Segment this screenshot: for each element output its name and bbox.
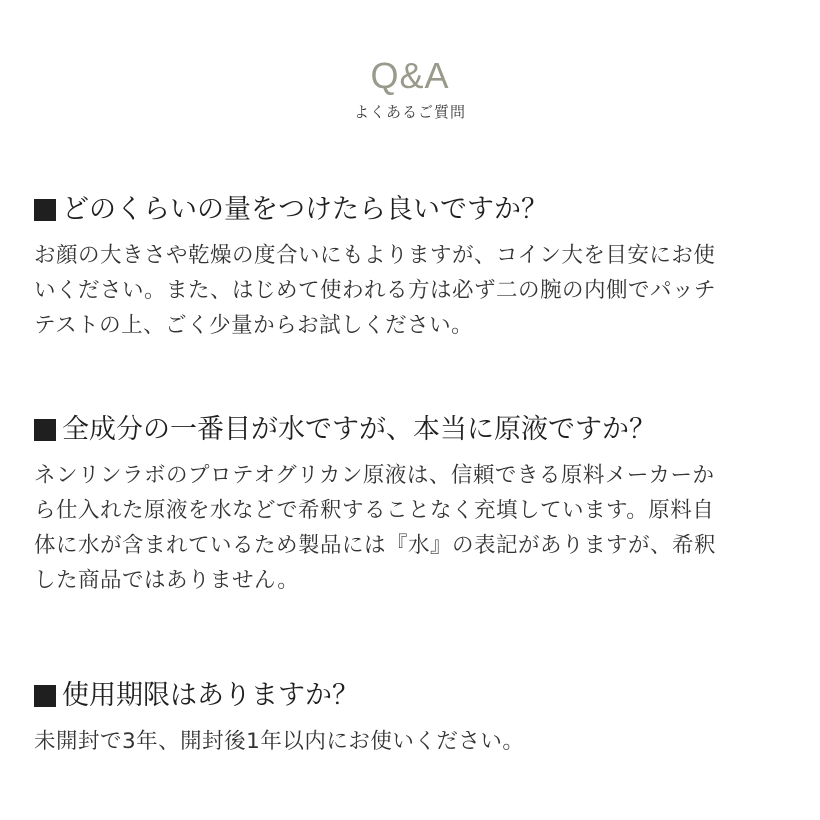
answer-text xyxy=(34,458,786,598)
question-text: 使用期限はありますか？ xyxy=(62,680,359,711)
answer-text xyxy=(34,238,786,343)
answer-line: お顔の大きさや乾燥の度合いにもよりますが、コイン大を目安にお使 xyxy=(34,243,716,268)
answer-line: 体に水が含まれているため製品には『水』の表記がありますが、希釈 xyxy=(34,533,717,558)
qa-item-amount xyxy=(34,192,786,343)
question-text: 全成分の一番目が水ですが、本当に原液ですか？ xyxy=(62,414,656,445)
page-title: Q&A xyxy=(370,55,450,96)
question-text: どのくらいの量をつけたら良いですか？ xyxy=(62,194,548,225)
qa-item-expiry xyxy=(34,678,786,759)
answer-line: テストの上、ごく少量からお試しください。 xyxy=(34,313,474,338)
square-bullet-icon xyxy=(34,419,56,441)
page-subtitle: よくあるご質問 xyxy=(353,103,466,121)
answer-text xyxy=(34,724,786,759)
question-heading xyxy=(34,412,786,448)
question-heading xyxy=(34,192,786,228)
square-bullet-icon xyxy=(34,199,56,221)
question-heading xyxy=(34,678,786,714)
answer-line: ネンリンラボのプロテオグリカン原液は、信頼できる原料メーカーか xyxy=(34,463,715,488)
answer-line: ら仕入れた原液を水などで希釈することなく充填しています。原料自 xyxy=(34,498,715,523)
answer-line: いください。また、はじめて使われる方は必ず二の腕の内側でパッチ xyxy=(34,278,717,303)
qa-header xyxy=(0,54,820,122)
answer-line: 未開封で3年、開封後1年以内にお使いください。 xyxy=(34,729,525,754)
answer-line: した商品ではありません。 xyxy=(34,568,300,593)
square-bullet-icon xyxy=(34,685,56,707)
qa-item-ingredients xyxy=(34,412,786,598)
